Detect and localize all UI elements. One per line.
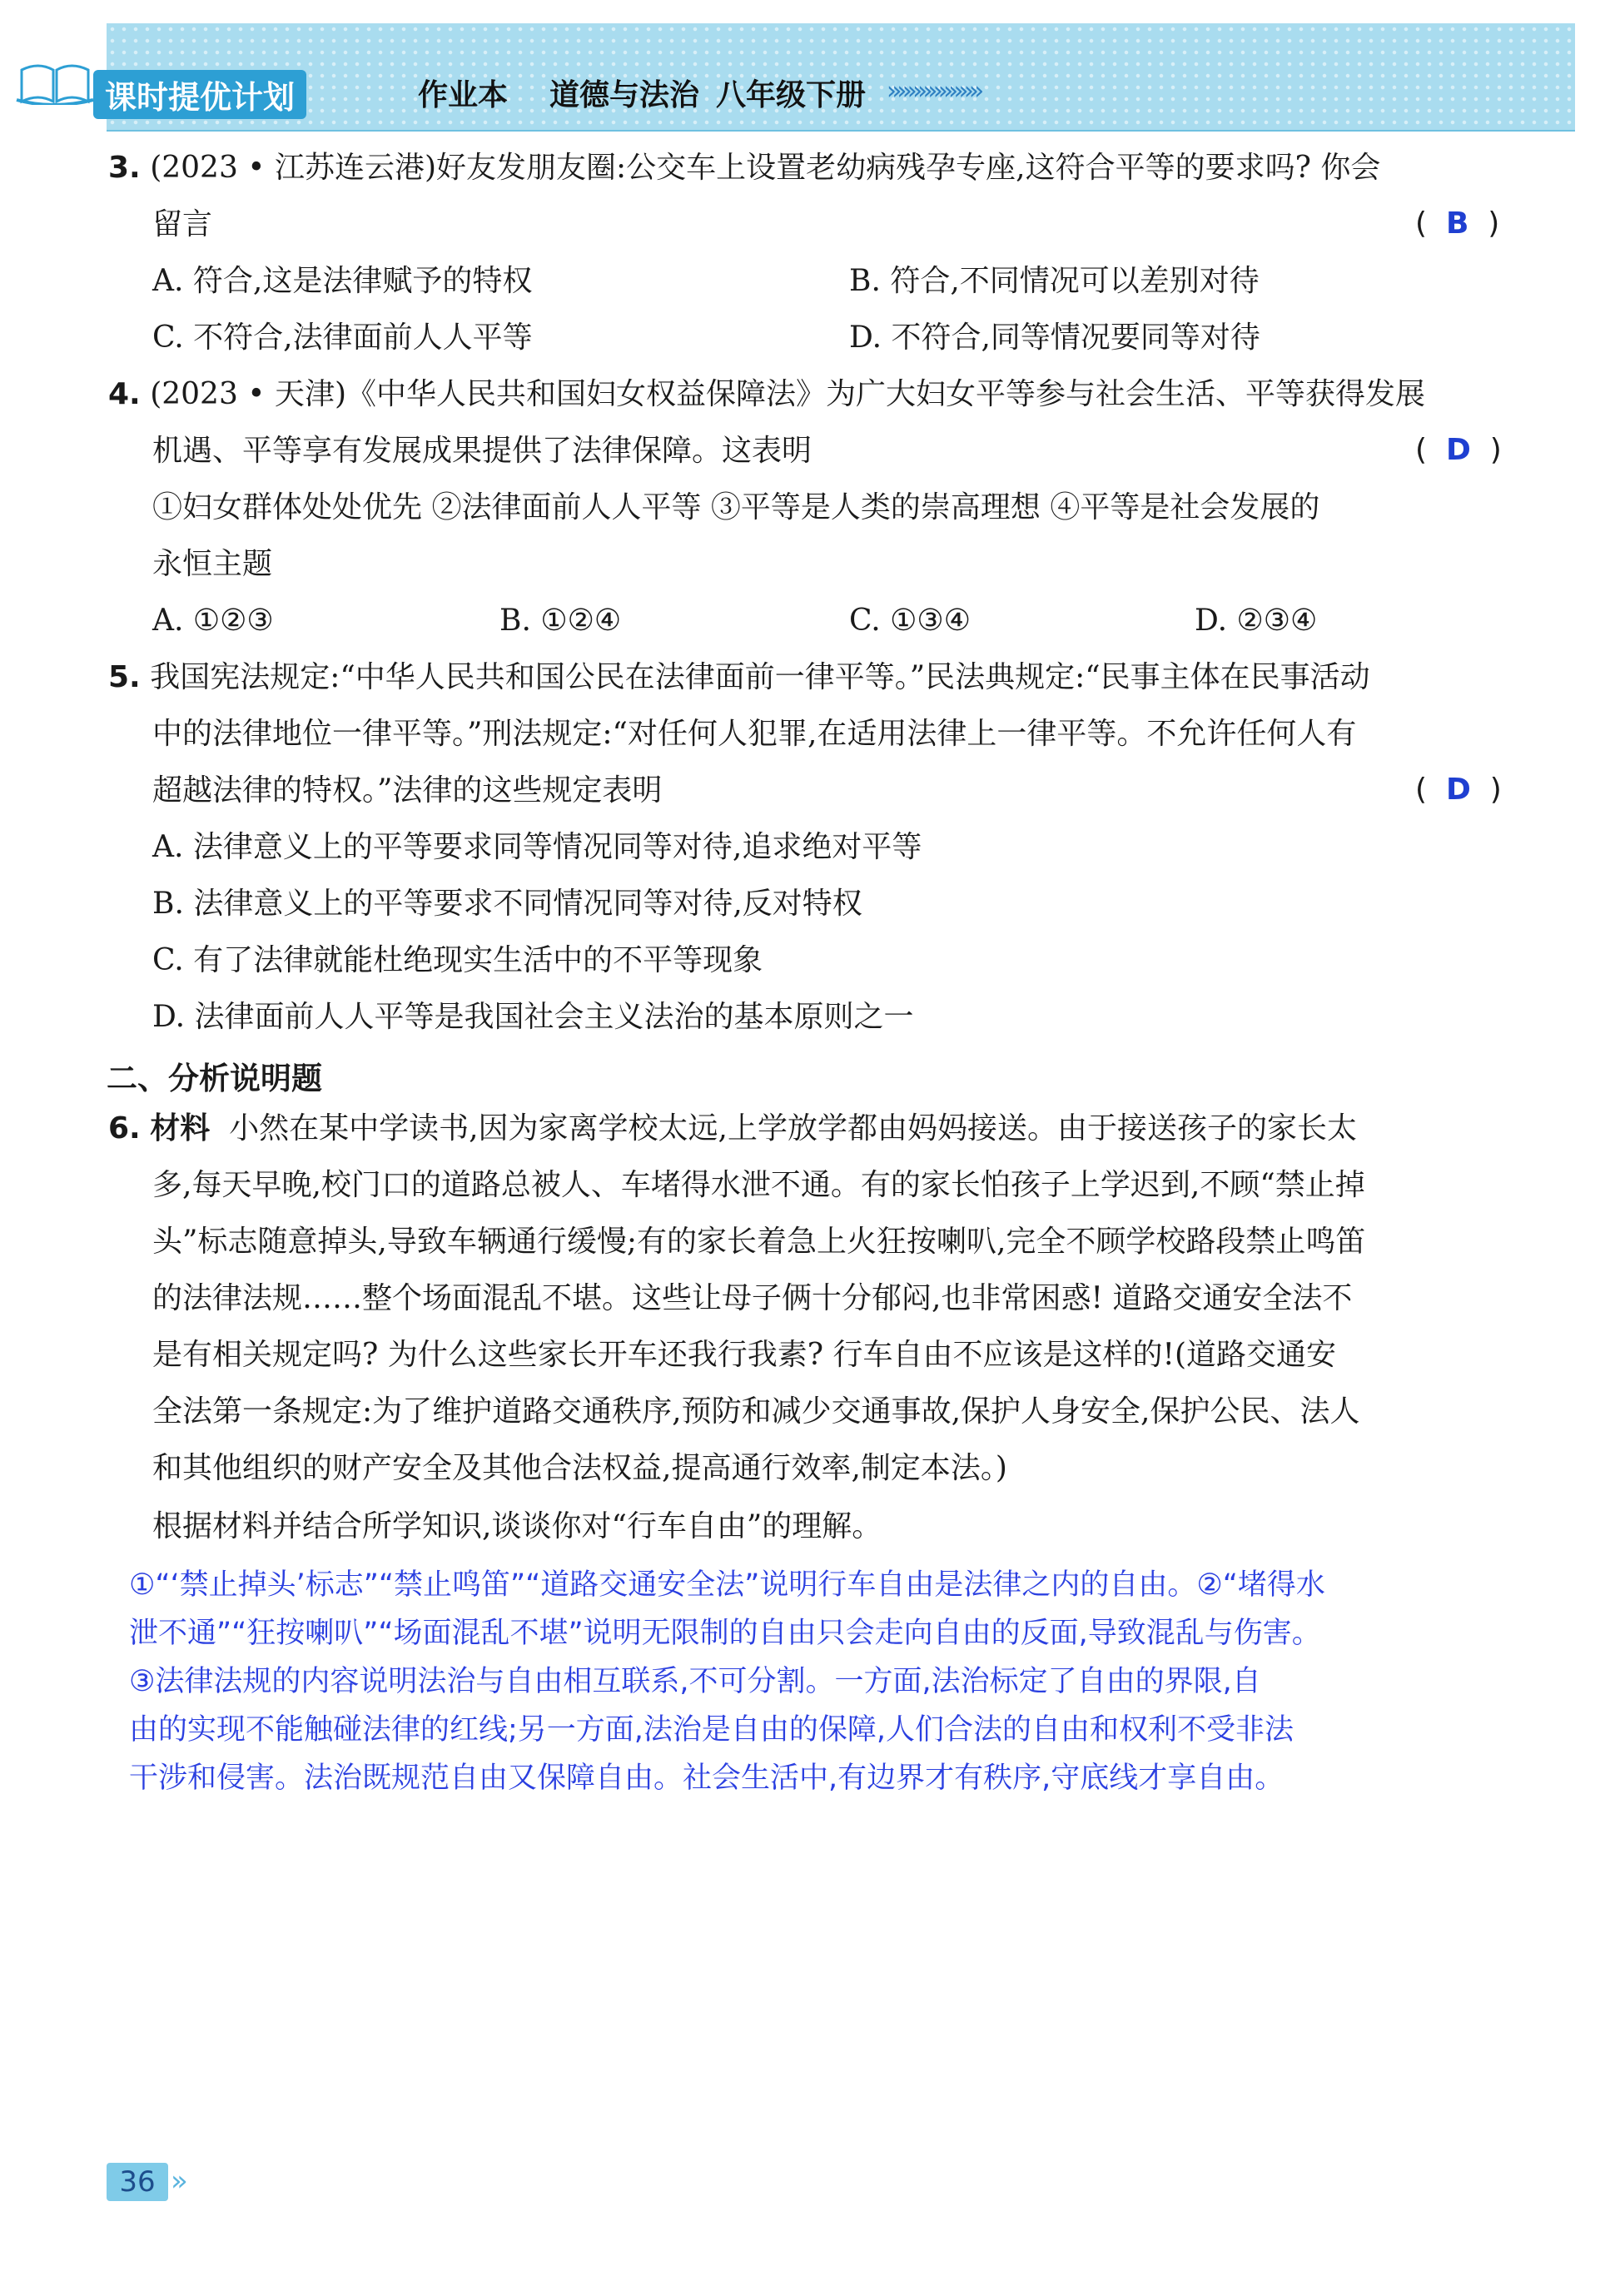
question-number: 4. (108, 377, 141, 411)
answer-letter: D (1445, 433, 1471, 467)
option-b: B. 符合,不同情况可以差别对待 (849, 264, 1260, 298)
option-d: D. ②③④ (1195, 604, 1318, 638)
answer-line: ③法律法规的内容说明法治与自由相互联系,不可分割。一方面,法治标定了自由的界限,自 (129, 1665, 1261, 1698)
option-a: A. 法律意义上的平等要求同等情况同等对待,追求绝对平等 (152, 830, 922, 864)
option-a: A. 符合,这是法律赋予的特权 (152, 264, 533, 298)
question-6-line1 (108, 1111, 1357, 1147)
question-3-line2: 留言 (152, 207, 213, 241)
option-d: D. 不符合,同等情况要同等对待 (849, 321, 1260, 355)
brand-label: 课时提优计划 (93, 70, 306, 119)
book-title: 作业本 (418, 78, 509, 112)
question-4-line2: 机遇、平等享有发展成果提供了法律保障。这表明 (152, 434, 812, 468)
question-text: 我国宪法规定:“中华人民共和国公民在法律面前一律平等。”民法典规定:“民事主体在民事活动 (150, 660, 1370, 694)
option-c: C. 有了法律就能杜绝现实生活中的不平等现象 (152, 943, 763, 977)
page-number: 36 (107, 2163, 168, 2201)
answer-letter: B (1445, 206, 1469, 241)
page-chevron-icon: » (171, 2164, 181, 2198)
answer-letter: D (1445, 773, 1471, 807)
subject-title: 道德与法治 (549, 78, 700, 112)
question-number: 3. (108, 151, 141, 185)
question-4-line1 (108, 376, 1425, 413)
material-line: 的法律法规……整个场面混乱不堪。这些让母子俩十分郁闷,也非常困惑! 道路交通安全法不 (152, 1281, 1353, 1315)
material-text: 小然在某中学读书,因为家离学校太远,上学放学都由妈妈接送。由于接送孩子的家长太 (229, 1111, 1357, 1146)
question-prompt: 根据材料并结合所学知识,谈谈你对“行车自由”的理解。 (152, 1509, 882, 1543)
question-number: 6. (108, 1111, 141, 1146)
material-line: 头”标志随意掉头,导致车辆通行缓慢;有的家长着急上火狂按喇叭,完全不顾学校路段禁止鸣笛 (152, 1225, 1366, 1259)
option-d: D. 法律面前人人平等是我国社会主义法治的基本原则之一 (152, 1000, 914, 1034)
question-3-line1 (108, 150, 1380, 186)
option-a: A. ①②③ (152, 604, 274, 638)
grade-title: 八年级下册 (716, 78, 867, 112)
question-4-line4: 永恒主题 (152, 547, 273, 581)
material-line: 是有相关规定吗? 为什么这些家长开车还我行我素? 行车自由不应该是这样的!(道路交通安 (152, 1338, 1337, 1372)
question-4-line3: ①妇女群体处处优先 ②法律面前人人平等 ③平等是人类的崇高理想 ④平等是社会发展的 (152, 490, 1320, 524)
answer-bracket: ( D ) (1415, 773, 1502, 807)
section-heading: 二、分析说明题 (107, 1061, 322, 1096)
option-c: C. ①③④ (849, 604, 971, 638)
answer-line: ①“‘禁止掉头’标志”“禁止鸣笛”“道路交通安全法”说明行车自由是法律之内的自由。②“堵得水 (129, 1568, 1325, 1602)
question-text: (2023 • 江苏连云港)好友发朋友圈:公交车上设置老幼病残孕专座,这符合平等的要求吗? 你会 (150, 151, 1381, 185)
question-5-line2: 中的法律地位一律平等。”刑法规定:“对任何人犯罪,在适用法律上一律平等。不允许任何人有 (152, 717, 1357, 751)
answer-line: 由的实现不能触碰法律的红线;另一方面,法治是自由的保障,人们合法的自由和权利不受非法 (129, 1713, 1294, 1747)
answer-line: 泄不通”“狂按喇叭”“场面混乱不堪”说明无限制的自由只会走向自由的反面,导致混乱与伤害。 (129, 1617, 1321, 1650)
option-b: B. 法律意义上的平等要求不同情况同等对待,反对特权 (152, 887, 862, 921)
question-number: 5. (108, 660, 141, 694)
material-label: 材料 (150, 1111, 211, 1146)
material-line: 多,每天早晚,校门口的道路总被人、车堵得水泄不通。有的家长怕孩子上学迟到,不顾“禁止掉 (152, 1168, 1365, 1202)
question-5-line1 (108, 659, 1370, 696)
answer-bracket: ( D ) (1415, 433, 1502, 467)
option-b: B. ①②④ (499, 604, 622, 638)
answer-bracket: ( B ) (1415, 206, 1500, 241)
header-chevrons: »»»»»»»»» (887, 77, 980, 106)
option-c: C. 不符合,法律面前人人平等 (152, 321, 533, 355)
material-line: 全法第一条规定:为了维护道路交通秩序,预防和减少交通事故,保护人身安全,保护公民、法人 (152, 1394, 1360, 1429)
answer-line: 干涉和侵害。法治既规范自由又保障自由。社会生活中,有边界才有秩序,守底线才享自由。 (129, 1762, 1284, 1795)
material-line: 和其他组织的财产安全及其他合法权益,提高通行效率,制定本法。) (152, 1451, 1007, 1485)
question-text: (2023 • 天津)《中华人民共和国妇女权益保障法》为广大妇女平等参与社会生活、平等获得发展 (150, 377, 1426, 411)
question-5-line3: 超越法律的特权。”法律的这些规定表明 (152, 773, 663, 808)
book-icon (15, 58, 95, 105)
